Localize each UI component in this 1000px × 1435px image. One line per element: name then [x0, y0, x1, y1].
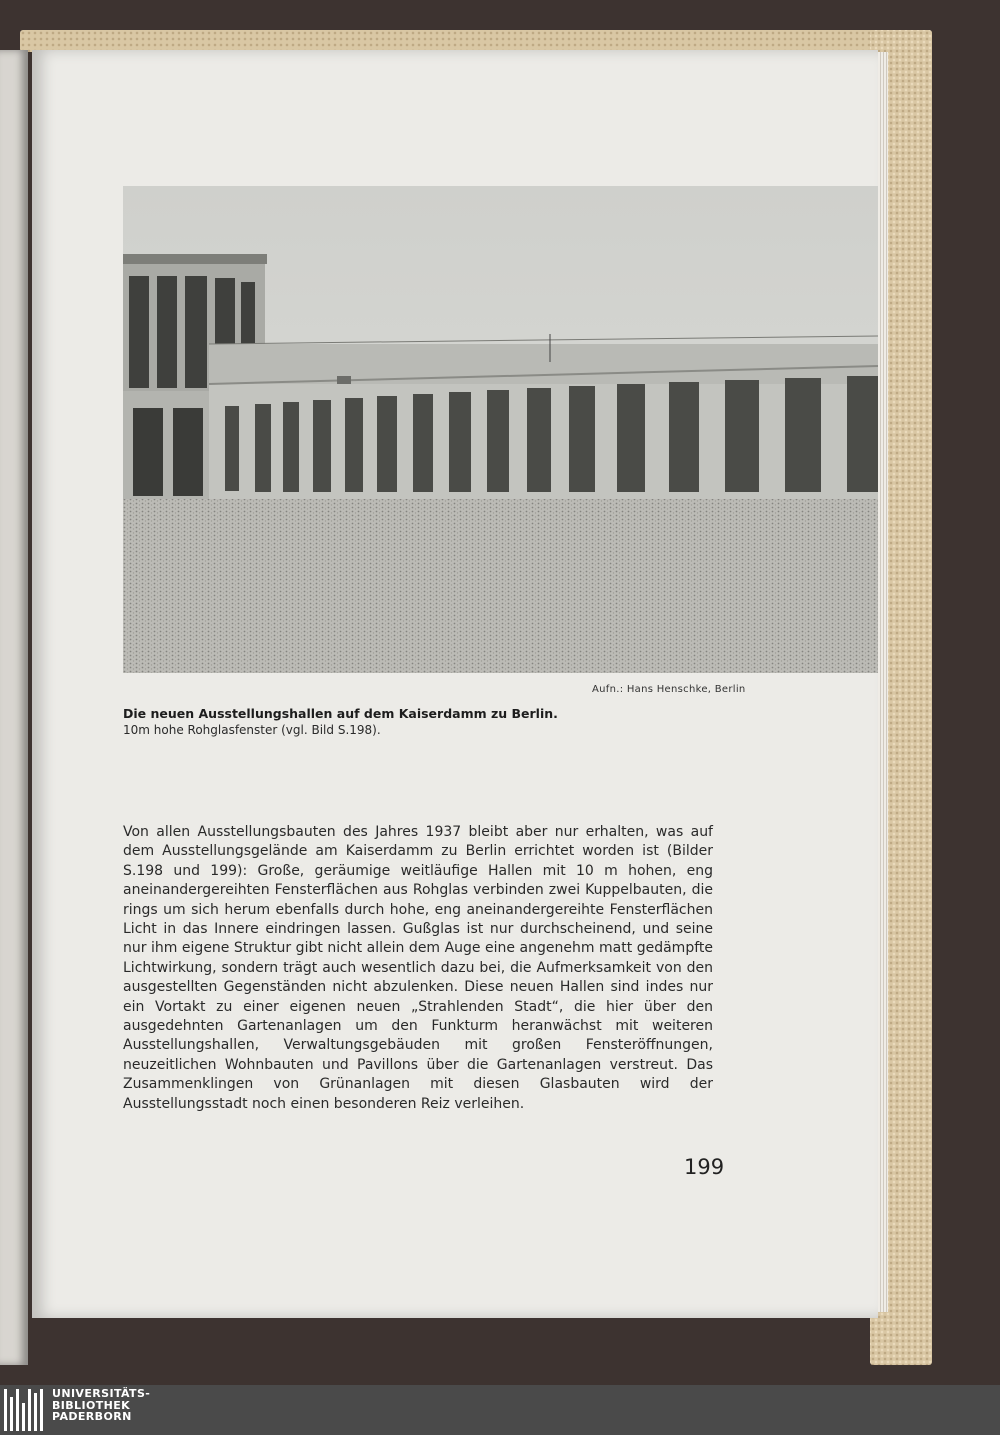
- book-page: [32, 50, 878, 1318]
- library-logo-text: [52, 1388, 150, 1423]
- cover-cloth-top: [20, 30, 932, 52]
- body-paragraph: Von allen Ausstellungsbauten des Jahres 1937 bleibt aber nur erhalten, was auf dem Ausstellungsgelände am Kaiserdamm zu Berlin errichtet worden ist (Bilder S.198 und 199): Große, geräumige weitläufige Hallen mit 10 m hohen, eng aneinandergereihten Fensterflächen aus Rohglas verbinden zwei Kuppelbauten, die rings um sich herum ebenfalls durch hohe, eng aneinandergereihte Fensterflächen Licht in das Innere eindringen lassen. Gußglas ist nur durchscheinend, und seine nur ihm eigene Struktur gibt nicht allein dem Auge eine angenehm matt gedämpfte Lichtwirkung, sondern trägt auch wesentlich dazu bei, die Aufmerksamkeit von den ausgestellten Gegenständen nicht abzulenken. Diese neuen Hallen sind indes nur ein Vortakt zu einer eigenen neuen „Strahlenden Stadt“, die hier über den ausgedehnten Gartenanlagen um den Funkturm heranwächst mit weiteren Ausstellungshallen, Verwaltungsgebäuden mit großen Fensteröffnungen, neuzeitlichen Wohnbauten und Pavillons über die Gartenanlagen verstreut. Das Zusammenklingen von Grünanlagen mit diesen Glasbauten wird der Ausstellungsstadt noch einen besonderen Reiz verleihen.: [123, 824, 713, 1112]
- photo-credit: Aufn.: Hans Henschke, Berlin: [592, 684, 746, 695]
- left-page-edge: [0, 50, 28, 1365]
- caption-subtitle: 10m hohe Rohglasfenster (vgl. Bild S.198).: [123, 723, 381, 737]
- logo-line-1: UNIVERSITÄTS-: [52, 1387, 151, 1400]
- logo-line-2: BIBLIOTHEK: [52, 1398, 131, 1412]
- page-number: 199: [684, 1155, 725, 1179]
- exhibition-hall-photo: [123, 186, 878, 673]
- library-logo-icon: [4, 1389, 44, 1431]
- caption-title: Die neuen Ausstellungshallen auf dem Kaiserdamm zu Berlin.: [123, 706, 558, 721]
- body-text: [123, 823, 713, 1114]
- logo-line-3: PADERBORN: [52, 1410, 132, 1423]
